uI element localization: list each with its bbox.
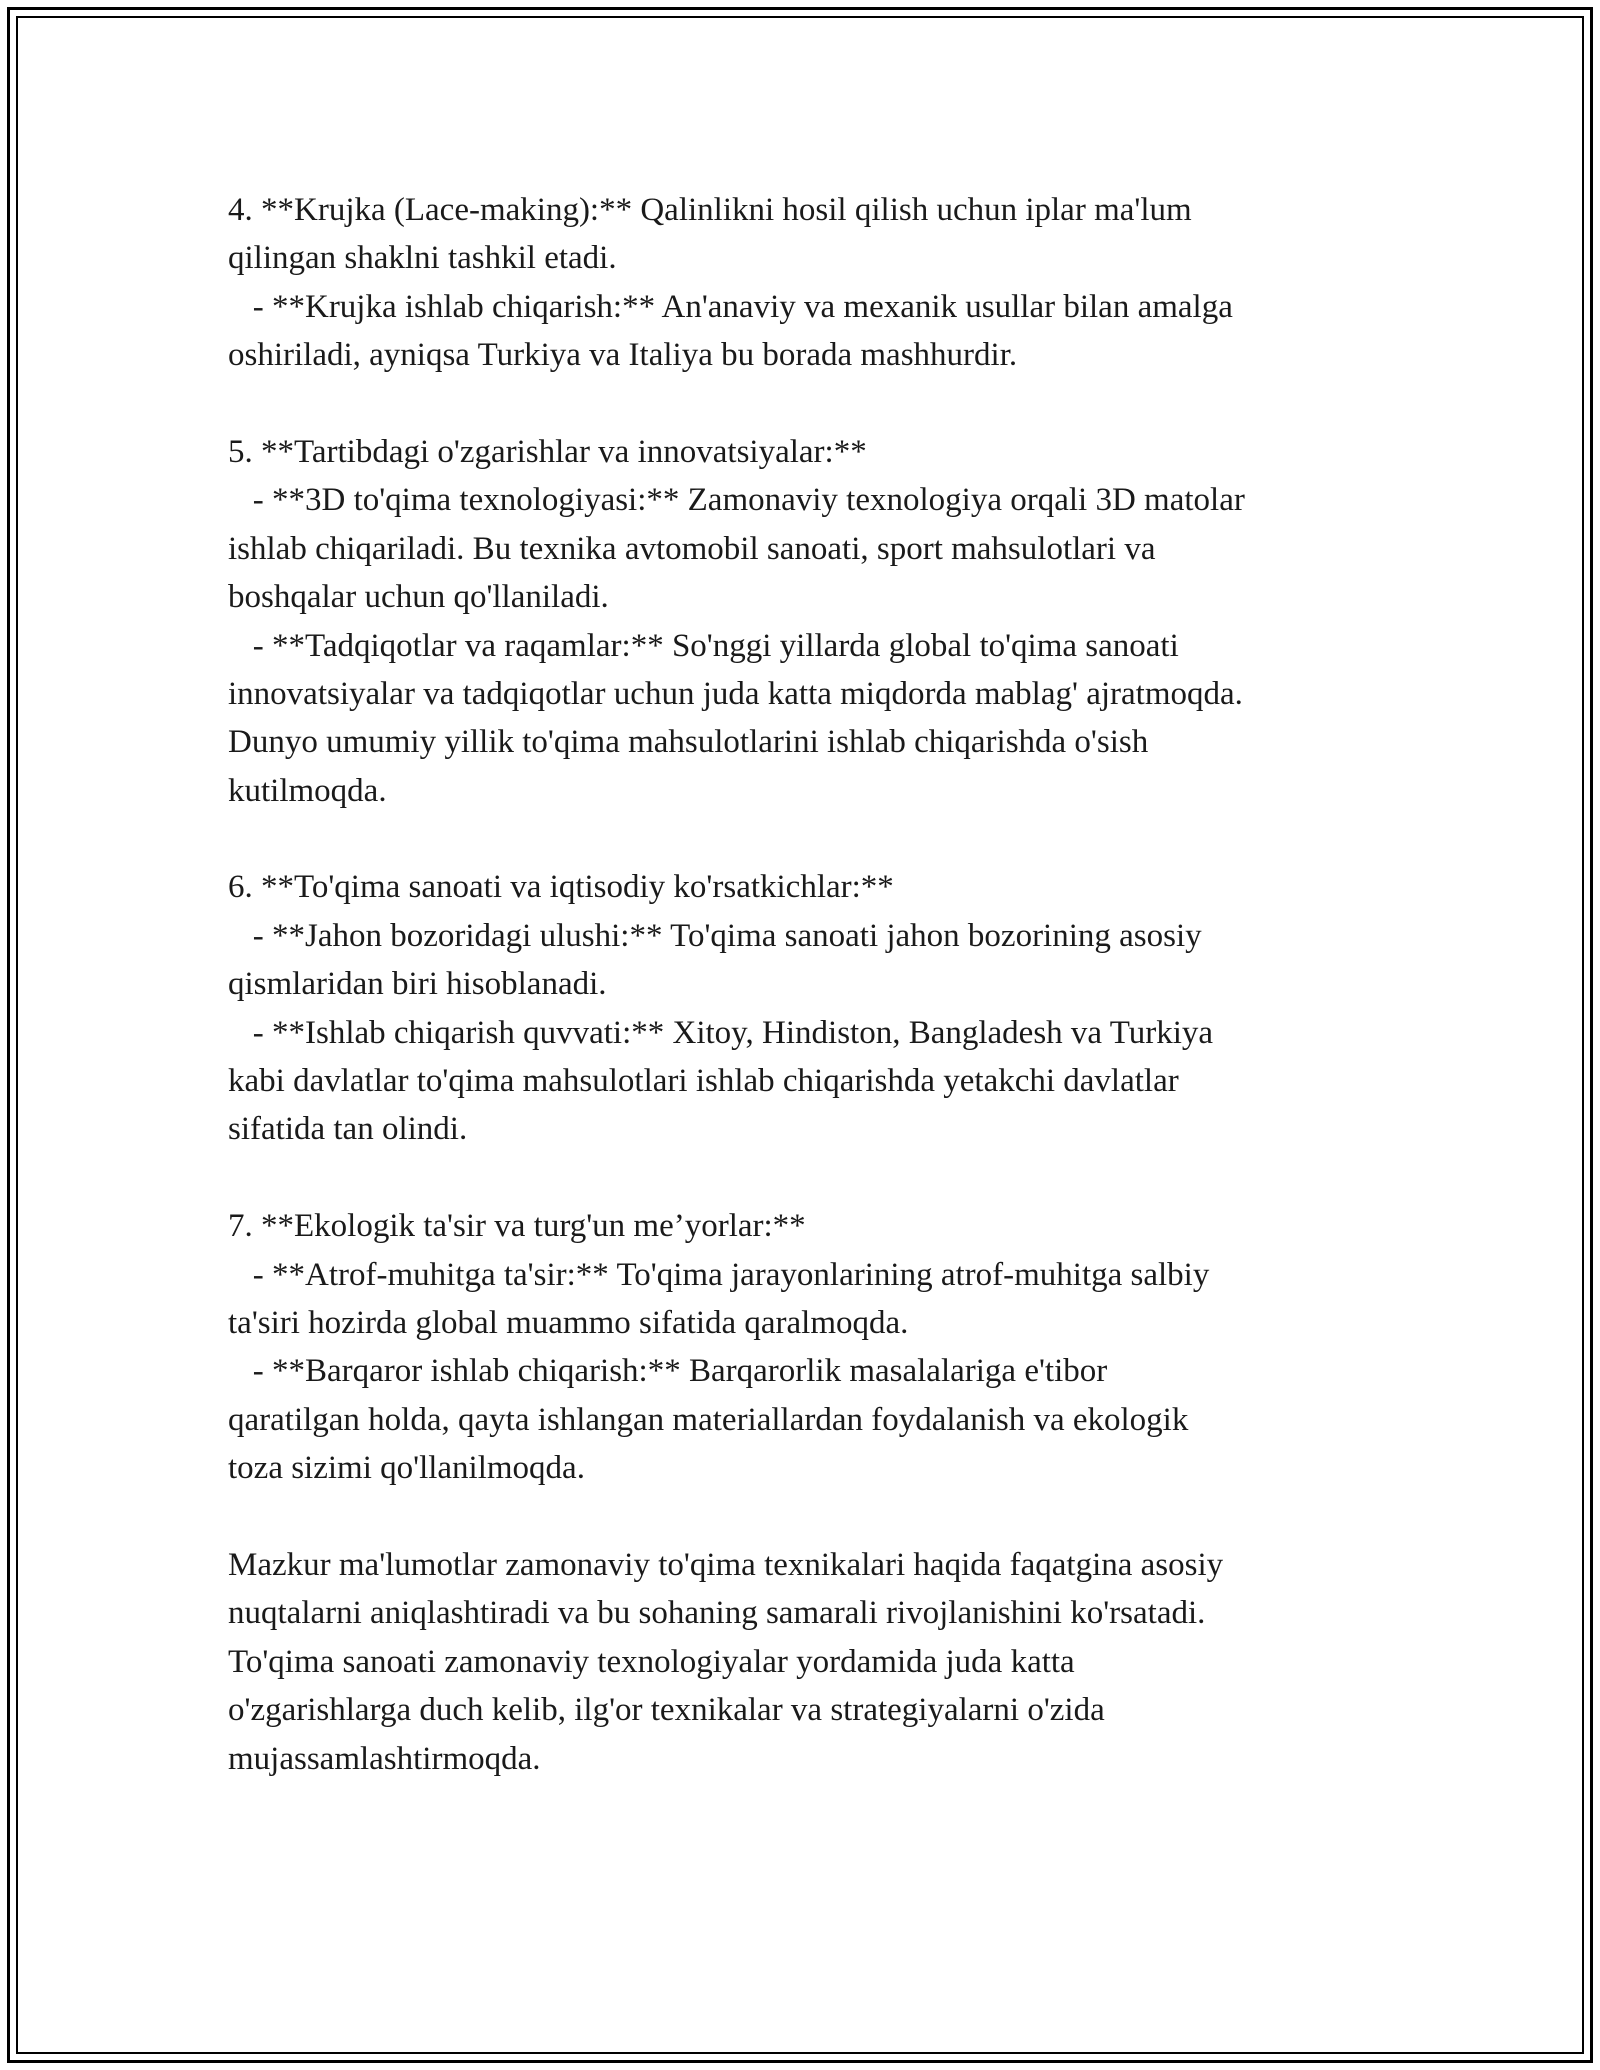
paragraph-gap xyxy=(228,1154,1388,1202)
text-line: mujassamlashtirmoqda. xyxy=(228,1740,541,1777)
text-line: - **Ishlab chiqarish quvvati:** Xitoy, Hindiston, Bangladesh va Turkiya xyxy=(228,1014,1214,1051)
section-ekologik xyxy=(228,1202,1388,1492)
text-line: toza sizimi qo'llanilmoqda. xyxy=(228,1450,585,1487)
text-line: qismlaridan biri hisoblanadi. xyxy=(228,966,607,1003)
text-line: - **Krujka ishlab chiqarish:** An'anaviy va mexanik usullar bilan amalga xyxy=(228,288,1233,325)
text-line: ishlab chiqariladi. Bu texnika avtomobil sanoati, sport mahsulotlari va xyxy=(228,530,1156,567)
paragraph-gap xyxy=(228,815,1388,863)
text-line: 6. **To'qima sanoati va iqtisodiy ko'rsatkichlar:** xyxy=(228,869,894,906)
text-line: 4. **Krujka (Lace-making):** Qalinlikni hosil qilish uchun iplar ma'lum xyxy=(228,192,1192,228)
text-line: qilingan shaklni tashkil etadi. xyxy=(228,240,617,277)
text-line: kabi davlatlar to'qima mahsulotlari ishlab chiqarishda yetakchi davlatlar xyxy=(228,1063,1179,1100)
text-line: qaratilgan holda, qayta ishlangan materiallardan foydalanish va ekologik xyxy=(228,1401,1189,1438)
text-line: innovatsiyalar va tadqiqotlar uchun juda katta miqdorda mablag' ajratmoqda. xyxy=(228,675,1243,712)
text-line: ta'siri hozirda global muammo sifatida qaralmoqda. xyxy=(228,1304,909,1341)
text-line: - **Tadqiqotlar va raqamlar:** So'nggi yillarda global to'qima sanoati xyxy=(228,627,1179,664)
text-line: - **Jahon bozoridagi ulushi:** To'qima sanoati jahon bozorining asosiy xyxy=(228,917,1202,954)
section-iqtisodiy xyxy=(228,863,1388,1153)
document-body xyxy=(228,186,1388,1783)
section-innovatsiyalar xyxy=(228,428,1388,815)
paragraph-gap xyxy=(228,380,1388,428)
text-line: sifatida tan olindi. xyxy=(228,1111,468,1148)
text-line: - **Barqaror ishlab chiqarish:** Barqarorlik masalalariga e'tibor xyxy=(228,1353,1108,1390)
text-line: Mazkur ma'lumotlar zamonaviy to'qima texnikalari haqida faqatgina asosiy xyxy=(228,1546,1224,1583)
text-line: kutilmoqda. xyxy=(228,772,387,809)
text-line: boshqalar uchun qo'llaniladi. xyxy=(228,579,609,616)
text-line: o'zgarishlarga duch kelib, ilg'or texnikalar va strategiyalarni o'zida xyxy=(228,1692,1105,1729)
text-line: oshiriladi, ayniqsa Turkiya va Italiya bu borada mashhurdir. xyxy=(228,337,1018,374)
paragraph-gap xyxy=(228,1493,1388,1541)
text-line: 5. **Tartibdagi o'zgarishlar va innovatsiyalar:** xyxy=(228,433,867,470)
text-line: Dunyo umumiy yillik to'qima mahsulotlarini ishlab chiqarishda o'sish xyxy=(228,724,1149,761)
section-krujka xyxy=(228,186,1388,380)
text-line: nuqtalarni aniqlashtiradi va bu sohaning samarali rivojlanishini ko'rsatadi. xyxy=(228,1595,1206,1632)
section-conclusion xyxy=(228,1541,1388,1783)
text-line: To'qima sanoati zamonaviy texnologiyalar yordamida juda katta xyxy=(228,1643,1075,1680)
text-line: - **3D to'qima texnologiyasi:** Zamonaviy texnologiya orqali 3D matolar xyxy=(228,482,1245,519)
text-line: 7. **Ekologik ta'sir va turg'un me’yorlar:** xyxy=(228,1208,806,1245)
text-line: - **Atrof-muhitga ta'sir:** To'qima jarayonlarining atrof-muhitga salbiy xyxy=(228,1256,1210,1293)
